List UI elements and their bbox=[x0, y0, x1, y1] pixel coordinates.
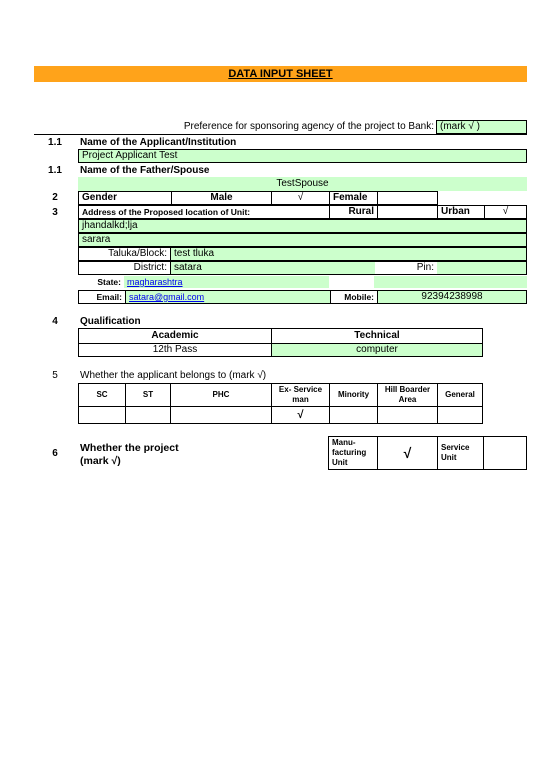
manufacturing-unit-label: Manu- facturing Unit bbox=[332, 438, 367, 467]
category-hill-boarder-checkbox[interactable] bbox=[377, 406, 437, 423]
address-line1-field[interactable] bbox=[78, 219, 527, 233]
address-line2-value: sarara bbox=[82, 234, 111, 245]
category-header-phc: PHC bbox=[212, 390, 230, 399]
taluka-field[interactable] bbox=[170, 248, 526, 260]
academic-value: 12th Pass bbox=[152, 344, 198, 355]
state-value: magharashtra bbox=[127, 277, 183, 287]
section-number: 4 bbox=[52, 316, 58, 327]
father-spouse-label: Name of the Father/Spouse bbox=[80, 165, 210, 176]
father-spouse-value: TestSpouse bbox=[276, 178, 329, 189]
mobile-value: 92394238998 bbox=[421, 291, 483, 302]
district-value: satara bbox=[174, 262, 202, 273]
category-header-hill-boarder: Hill Boarder Area bbox=[384, 385, 431, 404]
category-phc-checkbox[interactable] bbox=[170, 406, 271, 423]
taluka-row bbox=[78, 247, 527, 261]
section-number: 3 bbox=[52, 207, 58, 218]
father-spouse-field[interactable] bbox=[78, 177, 527, 191]
location-row bbox=[78, 205, 527, 219]
section-number: 2 bbox=[52, 192, 58, 203]
technical-header: Technical bbox=[354, 330, 400, 341]
state-spare-field bbox=[374, 276, 527, 288]
urban-check-mark: √ bbox=[502, 206, 509, 217]
divider bbox=[34, 134, 527, 135]
gender-label: Gender bbox=[82, 192, 118, 203]
service-unit-label: Service Unit bbox=[441, 443, 470, 462]
pin-field[interactable] bbox=[437, 262, 526, 274]
address-line2-field[interactable] bbox=[78, 233, 527, 247]
category-minority-checkbox[interactable] bbox=[329, 406, 377, 423]
rural-checkbox[interactable] bbox=[377, 206, 437, 218]
taluka-value: test tluka bbox=[174, 248, 215, 259]
service-unit-checkbox[interactable] bbox=[483, 437, 526, 469]
email-value: satara@gmail.com bbox=[129, 292, 205, 302]
pin-label: Pin: bbox=[416, 262, 434, 273]
contact-row bbox=[78, 290, 527, 304]
applicant-name-value: Project Applicant Test bbox=[82, 150, 178, 161]
category-header-sc: SC bbox=[96, 390, 108, 399]
gender-row bbox=[78, 191, 438, 205]
technical-field[interactable] bbox=[271, 343, 482, 356]
category-header-minority: Minority bbox=[337, 390, 370, 399]
project-type-label: Whether the project (mark √) bbox=[80, 442, 179, 467]
category-header-ex-serviceman: Ex- Service man bbox=[278, 385, 323, 404]
project-type-table bbox=[328, 436, 527, 470]
district-row bbox=[78, 261, 527, 275]
email-label: Email: bbox=[96, 292, 122, 302]
category-header-st: ST bbox=[142, 390, 154, 399]
title-bar bbox=[34, 66, 527, 82]
district-field[interactable] bbox=[170, 262, 375, 274]
category-st-checkbox[interactable] bbox=[125, 406, 170, 423]
male-check-mark: √ bbox=[297, 192, 304, 203]
category-ex-serviceman-checkbox[interactable] bbox=[271, 406, 329, 423]
section-number: 1.1 bbox=[48, 165, 62, 176]
taluka-label: Taluka/Block: bbox=[108, 248, 167, 259]
state-row bbox=[78, 275, 527, 289]
mobile-label: Mobile: bbox=[344, 292, 374, 302]
state-label: State: bbox=[97, 277, 121, 287]
page-title: DATA INPUT SHEET bbox=[228, 68, 333, 80]
gender-female-checkbox[interactable] bbox=[377, 192, 437, 204]
category-general-checkbox[interactable] bbox=[437, 406, 482, 423]
urban-checkbox[interactable] bbox=[484, 206, 526, 218]
section-number: 6 bbox=[52, 448, 58, 459]
section-number: 5 bbox=[52, 370, 58, 381]
urban-label: Urban bbox=[441, 206, 470, 217]
email-field[interactable] bbox=[125, 291, 330, 303]
state-field[interactable] bbox=[124, 276, 329, 288]
ex-serviceman-mark: √ bbox=[297, 409, 304, 421]
academic-field[interactable] bbox=[79, 343, 271, 356]
category-table bbox=[78, 383, 483, 424]
category-sc-checkbox[interactable] bbox=[79, 406, 125, 423]
applicant-name-field[interactable] bbox=[78, 149, 527, 163]
address-label: Address of the Proposed location of Unit: bbox=[82, 207, 251, 217]
section-number: 1.1 bbox=[48, 137, 62, 148]
manufacturing-unit-checkbox[interactable] bbox=[377, 437, 437, 469]
category-header-general: General bbox=[445, 390, 475, 399]
gender-female-label: Female bbox=[333, 192, 368, 203]
address-line1-value: jhandalkd;lja bbox=[82, 220, 138, 231]
academic-header: Academic bbox=[151, 330, 199, 341]
technical-value: computer bbox=[356, 344, 398, 355]
qualification-table bbox=[78, 328, 483, 357]
manufacturing-mark: √ bbox=[403, 445, 412, 461]
category-question: Whether the applicant belongs to (mark √) bbox=[80, 370, 267, 381]
gender-male-label: Male bbox=[210, 192, 233, 203]
district-label: District: bbox=[133, 262, 167, 273]
preference-mark-field[interactable] bbox=[436, 120, 527, 134]
applicant-name-label: Name of the Applicant/Institution bbox=[80, 137, 237, 148]
preference-label: Preference for sponsoring agency of the project to Bank: bbox=[183, 121, 434, 132]
qualification-label: Qualification bbox=[80, 316, 141, 327]
preference-mark-value: (mark √ ) bbox=[440, 121, 480, 132]
rural-label: Rural bbox=[348, 206, 374, 217]
mobile-field[interactable] bbox=[377, 291, 526, 303]
gender-male-checkbox[interactable] bbox=[271, 192, 329, 204]
